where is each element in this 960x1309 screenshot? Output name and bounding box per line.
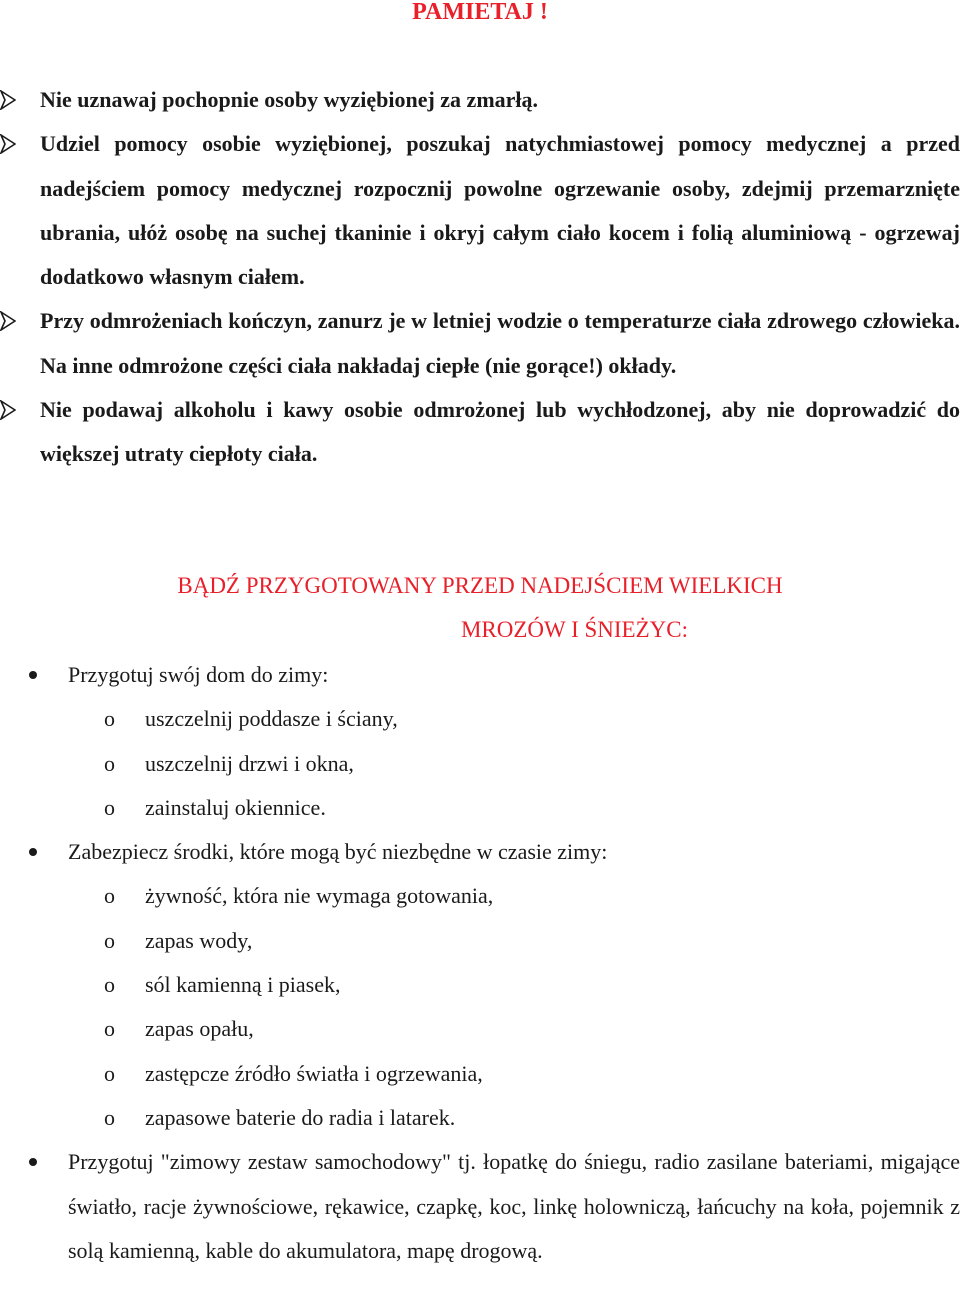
sub-item-text: żywność, która nie wymaga gotowania, (145, 883, 494, 909)
sub-list-item (0, 1096, 960, 1140)
warning-item (0, 299, 960, 388)
arrow-bullet-icon (0, 90, 16, 110)
group-label: Zabezpiecz środki, które mogą być niezbędne w czasie zimy: (68, 839, 608, 865)
sub-item-text: uszczelnij drzwi i okna, (145, 750, 354, 776)
circle-bullet-icon: o (104, 927, 115, 953)
sub-item-text: zapas wody, (145, 927, 253, 953)
sub-list-item (0, 874, 960, 918)
warning-item-text: Nie podawaj alkoholu i kawy osobie odmrożonej lub wychłodzonej, aby nie doprowadzić do większej utraty ciepłoty ciała. (40, 397, 960, 467)
section-heading-line-1: BĄDŹ PRZYGOTOWANY PRZED NADEJŚCIEM WIELKICH (177, 573, 783, 598)
preparation-group (0, 653, 960, 697)
warning-item-text: Udziel pomocy osobie wyziębionej, poszukaj natychmiastowej pomocy medycznej a przed nadejściem pomocy medycznej rozpocznij powolne ogrzewanie osoby, zdejmij przemarznięte ubrania, ułóż osobę na suchej tkaninie i okryj całym ciało kocem i folią aluminiową - ogrzewaj dodatkowo własnym ciałem. (40, 131, 960, 290)
circle-bullet-icon: o (104, 1016, 115, 1042)
circle-bullet-icon: o (104, 1104, 115, 1130)
page-title: PAMIETAJ ! (412, 0, 548, 25)
circle-bullet-icon: o (104, 794, 115, 820)
sub-item-text: zainstaluj okiennice. (145, 794, 326, 820)
warning-item (0, 78, 960, 122)
sub-list-item (0, 697, 960, 741)
preparation-group (0, 830, 960, 874)
arrow-bullet-icon (0, 134, 16, 154)
circle-bullet-icon: o (104, 1060, 115, 1086)
sub-item-text: zapasowe baterie do radia i latarek. (145, 1104, 456, 1130)
sub-item-text: zastępcze źródło światła i ogrzewania, (145, 1060, 483, 1086)
arrow-bullet-icon (0, 400, 16, 420)
bullet-dot-icon (29, 1158, 37, 1166)
section-heading (0, 564, 960, 652)
circle-bullet-icon: o (104, 750, 115, 776)
sub-list-item (0, 963, 960, 1007)
warning-list (0, 78, 960, 477)
preparation-group (0, 1140, 960, 1273)
warning-item (0, 122, 960, 299)
sub-list-item (0, 919, 960, 963)
circle-bullet-icon: o (104, 883, 115, 909)
bullet-dot-icon (29, 671, 37, 679)
sub-item-text: sól kamienną i piasek, (145, 972, 341, 998)
group-label: Przygotuj swój dom do zimy: (68, 662, 329, 687)
sub-list-item (0, 786, 960, 830)
warning-item (0, 388, 960, 477)
circle-bullet-icon: o (104, 972, 115, 998)
warning-item-text: Nie uznawaj pochopnie osoby wyziębionej za zmarłą. (40, 87, 539, 112)
sub-item-text: uszczelnij poddasze i ściany, (145, 706, 398, 732)
section-heading-line-2: MROZÓW I ŚNIEŻYC: (460, 617, 688, 642)
arrow-bullet-icon (0, 311, 16, 331)
warning-item-text: Przy odmrożeniach kończyn, zanurz je w letniej wodzie o temperaturze ciała zdrowego człowieka. Na inne odmrożone części ciała nakładaj ciepłe (nie gorące!) okłady. (40, 308, 960, 378)
circle-bullet-icon: o (104, 706, 115, 732)
preparation-list (0, 653, 960, 1273)
sub-list-item (0, 1007, 960, 1051)
sub-item-text: zapas opału, (145, 1016, 254, 1042)
sub-list-item (0, 742, 960, 786)
group-label: Przygotuj "zimowy zestaw samochodowy" tj. łopatkę do śniegu, radio zasilane bateriami, migające światło, racje żywnościowe, rękawice, czapkę, koc, linkę holowniczą, łańcuchy na koła, pojemnik z solą kamienną, kable do akumulatora, mapę drogową. (68, 1149, 960, 1263)
sub-list-item (0, 1052, 960, 1096)
bullet-dot-icon (29, 848, 37, 856)
